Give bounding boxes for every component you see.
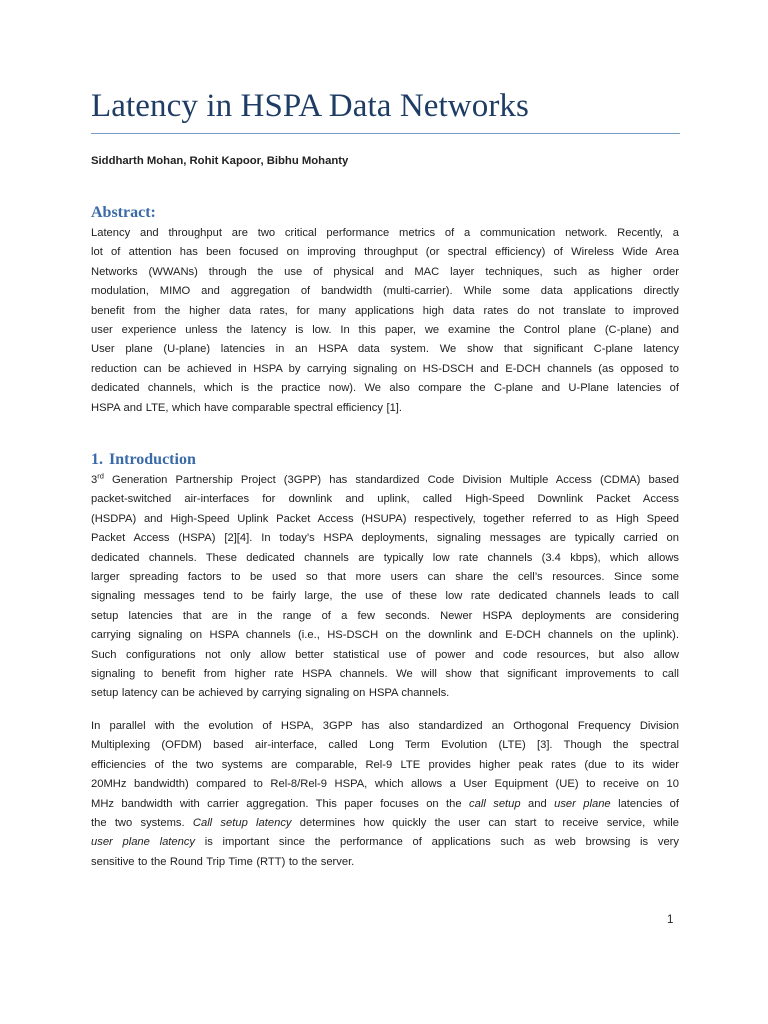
intro-line: efficiencies of the two systems are comparable, Rel-9 LTE provides higher peak rates (due to its wider bbox=[91, 758, 679, 771]
paper-title: Latency in HSPA Data Networks bbox=[91, 88, 529, 124]
intro-line: setup latencies that are in the range of a few seconds. Newer HSPA deployments are considering bbox=[91, 609, 679, 622]
intro-line: larger spreading factors to be used so that more users can share the cell’s resources. Since some bbox=[91, 571, 679, 584]
intro-line bbox=[91, 795, 679, 814]
intro-line-text: and bbox=[520, 797, 555, 810]
italic-term: call setup bbox=[469, 797, 521, 810]
abstract-line: lot of attention has been focused on improving throughput (or spectral efficiency) of Wireless Wide Area bbox=[91, 246, 679, 259]
introduction-paragraph-1 bbox=[91, 471, 679, 704]
intro-line bbox=[91, 814, 679, 833]
intro-line-text: MHz bandwidth with carrier aggregation. This paper focuses on the bbox=[91, 797, 470, 810]
abstract-line: Networks (WWANs) through the use of physical and MAC layer techniques, such as higher order bbox=[91, 265, 679, 278]
page-number: 1 bbox=[667, 914, 674, 926]
ordinal-suffix: rd bbox=[97, 471, 104, 481]
abstract-heading: Abstract: bbox=[91, 204, 156, 221]
author-list: Siddharth Mohan, Rohit Kapoor, Bibhu Mohanty bbox=[91, 155, 349, 167]
ordinal-number: 3 bbox=[91, 474, 98, 486]
abstract-line: user experience unless the latency is low. In this paper, we examine the Control plane (C-plane) and bbox=[91, 324, 679, 337]
intro-line: 20MHz bandwidth) compared to Rel-8/Rel-9 HSPA, which allows a User Equipment (UE) to receive on 10 bbox=[91, 778, 679, 791]
intro-line: Multiplexing (OFDM) based air-interface, called Long Term Evolution (LTE) [3]. Though the spectral bbox=[91, 739, 679, 752]
abstract-paragraph bbox=[91, 224, 679, 418]
introduction-heading bbox=[91, 451, 196, 469]
abstract-line: HSPA and LTE, which have comparable spectral efficiency [1]. bbox=[91, 401, 403, 414]
intro-line: signaling to benefit from higher rate HSPA channels. We will show that significant improvements to call bbox=[91, 668, 679, 681]
italic-term: user plane latency bbox=[91, 836, 196, 849]
intro-line: Such configurations not only allow better statistical use of power and code resources, but also allow bbox=[91, 648, 679, 661]
intro-line: signaling messages tend to be fairly large, the use of these low rate dedicated channels leads to call bbox=[91, 590, 679, 603]
abstract-line: User plane (U-plane) latencies in an HSPA data system. We show that significant C-plane latency bbox=[91, 343, 679, 356]
intro-line bbox=[91, 833, 679, 852]
intro-line: (HSDPA) and High-Speed Uplink Packet Access (HSUPA) respectively, together referred to as High Speed bbox=[91, 512, 679, 525]
intro-line-text: the two systems. bbox=[91, 817, 193, 830]
italic-term: Call setup latency bbox=[192, 817, 292, 830]
intro-line: dedicated channels. These dedicated channels are typically low rate channels (3.4 kbps), which allows bbox=[91, 551, 679, 564]
intro-line: Packet Access (HSPA) [2][4]. In today’s HSPA deployments, signaling messages are typically carried on bbox=[91, 532, 679, 545]
intro-line: packet-switched air-interfaces for downlink and uplink, called High-Speed Downlink Packet Access bbox=[91, 493, 679, 506]
intro-line-text: is important since the performance of applications such as web browsing is very bbox=[195, 836, 679, 849]
intro-line: In parallel with the evolution of HSPA, 3GPP has also standardized an Orthogonal Frequency Division bbox=[91, 720, 679, 732]
abstract-line: dedicated channels, which is the practice now). We also compare the C-plane and U-Plane latencies of bbox=[91, 382, 679, 395]
introduction-paragraph-2 bbox=[91, 717, 679, 872]
intro-line-text: determines how quickly the user can start to receive service, while bbox=[291, 817, 680, 830]
title-underline bbox=[91, 133, 680, 134]
section-number: 1. bbox=[91, 451, 103, 468]
abstract-line: Latency and throughput are two critical performance metrics of a communication network. Recently, a bbox=[91, 227, 679, 239]
italic-term: user plane bbox=[554, 797, 611, 810]
intro-line: sensitive to the Round Trip Time (RTT) to the server. bbox=[91, 855, 355, 868]
abstract-line: benefit from the higher data rates, for many applications high data rates do not translate to improved bbox=[91, 304, 679, 317]
intro-line: setup latency can be achieved by carrying signaling on HSPA channels. bbox=[91, 687, 450, 700]
intro-line bbox=[91, 471, 679, 490]
abstract-line: reduction can be achieved in HSPA by carrying signaling on HS-DSCH and E-DCH channels (as opposed to bbox=[91, 362, 679, 375]
intro-line-text: Generation Partnership Project (3GPP) has standardized Code Division Multiple Access (CDMA) based bbox=[103, 474, 679, 486]
section-title: Introduction bbox=[109, 451, 196, 468]
abstract-line: modulation, MIMO and aggregation of bandwidth (multi-carrier). While some data applications directly bbox=[91, 285, 679, 298]
intro-line: carrying signaling on HSPA channels (i.e., HS-DSCH on the downlink and E-DCH channels on the uplink). bbox=[91, 629, 679, 642]
intro-line-text: latencies of bbox=[610, 797, 679, 810]
